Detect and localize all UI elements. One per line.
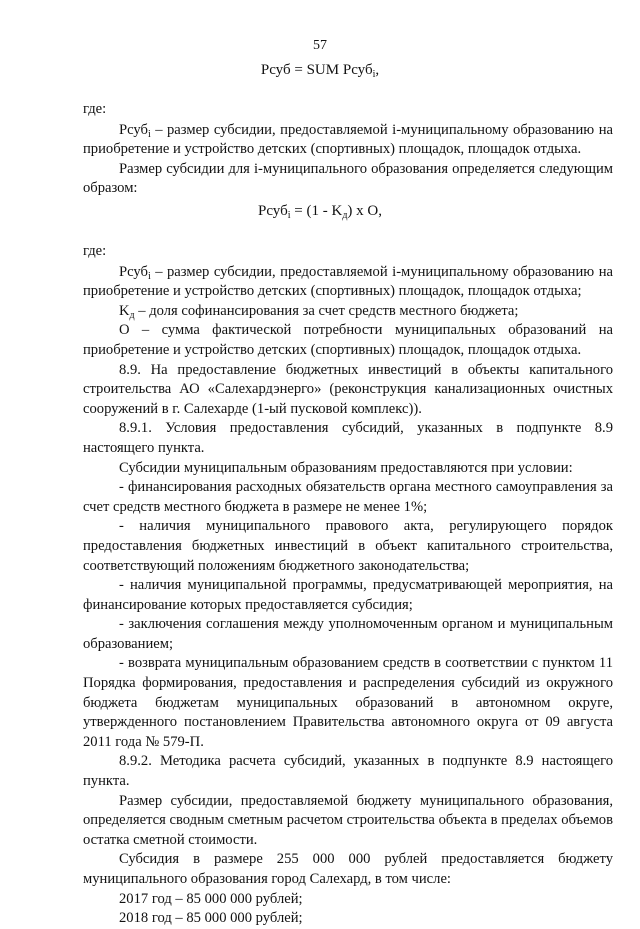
definition-text: – размер субсидии, предоставляемой i-муниципальному образованию на приобретение и устройство детских (спортивных) площадок, площадок отдыха. <box>83 121 613 158</box>
definition-actual-need: O – сумма фактической потребности муниципальных образований на приобретение и устройство детских (спортивных) площадок, площадок отдыха. <box>83 322 613 358</box>
formula-mid-subscript: д <box>342 210 348 221</box>
condition-item: - наличия муниципального правового акта, регулирующего порядок предоставления бюджетных инвестиций в объект капитального строительства, соответствующий положениям бюджетного законодательства; <box>83 518 613 574</box>
section-8-9-1-heading: 8.9.1. Условия предоставления субсидий, указанных в подпункте 8.9 настоящего пункта. <box>83 420 613 456</box>
definition-symbol: K <box>119 302 130 319</box>
condition-item: - наличия муниципальной программы, предусматривающей мероприятия, на финансирование которых предоставляется субсидия; <box>83 577 613 613</box>
paragraph-subsidy-size: Размер субсидии, предоставляемой бюджету муниципального образования, определяется сводным сметным расчетом строительства объекта в пределах объемов остатка сметной стоимости. <box>83 792 613 848</box>
section-8-9-2-heading: 8.9.2. Методика расчета субсидий, указанных в подпункте 8.9 настоящего пункта. <box>83 753 613 790</box>
formula-subsidy-i <box>0 203 640 220</box>
definition-text: – доля софинансирования за счет средств местного бюджета; <box>134 302 519 319</box>
year-amount-item: 2017 год – 85 000 000 рублей; <box>119 890 303 907</box>
where-label: где: <box>83 243 107 259</box>
definition-text: – размер субсидии, предоставляемой i-муниципальному образованию на приобретение и устройство детских (спортивных) площадок, площадок отдыха; <box>83 263 613 300</box>
condition-item: - финансирования расходных обязательств органа местного самоуправления за счет средств местного бюджета в размере не менее 1%; <box>83 479 613 515</box>
definition-subsidy-i <box>83 263 613 302</box>
formula-subscript: i <box>372 69 376 80</box>
paragraph-subsidy-amount: Субсидия в размере 255 000 000 рублей предоставляется бюджету муниципального образования город Салехард, в том числе: <box>83 851 613 887</box>
formula-mid: = (1 - K <box>290 203 343 219</box>
text-block-main <box>83 242 613 929</box>
where-label: где: <box>83 101 107 117</box>
section-8-9-heading: 8.9. На предоставление бюджетных инвестиций в объекты капитального строительства АО «Салехардэнерго» (реконструкция канализационных очистных сооружений в г. Салехарде (1-ый пусковой комплекс)). <box>83 361 613 417</box>
definition-symbol-subscript: i <box>147 270 151 282</box>
formula-rhs: = SUM Pсуб <box>290 62 373 78</box>
text-block-definitions-1 <box>83 100 613 199</box>
conditions-intro: Субсидии муниципальным образованиям предоставляются при условии: <box>119 459 573 476</box>
definition-subsidy-i <box>83 121 613 160</box>
page-number: 57 <box>313 38 327 53</box>
definition-symbol: Pсуб <box>119 263 148 280</box>
definition-symbol-subscript: д <box>129 309 135 321</box>
definition-cofinancing-share <box>83 302 613 322</box>
condition-item: - возврата муниципальным образованием средств в соответствии с пунктом 11 Порядка формирования, предоставления и распределения субсидий из окружного бюджета бюджетам муниципальных образований в автономном округе, утвержденного постановлением Правительства автономного округа от 09 августа 2011 года № 579-П. <box>83 655 613 750</box>
definition-symbol: Pсуб <box>119 121 148 138</box>
formula-tail: ) x O, <box>347 203 382 219</box>
formula-lhs-subscript: i <box>287 210 291 221</box>
paragraph-calculation-intro: Размер субсидии для i-муниципального образования определяется следующим образом: <box>83 160 613 197</box>
formula-tail: , <box>375 62 380 78</box>
definition-symbol-subscript: i <box>147 128 151 140</box>
year-amount-item: 2018 год – 85 000 000 рублей; <box>119 910 303 927</box>
condition-item: - заключения соглашения между уполномоченным органом и муниципальным образованием; <box>83 616 613 652</box>
formula-lhs: Pсуб <box>258 203 288 219</box>
formula-total-subsidy <box>0 62 640 79</box>
formula-lhs: Pсуб <box>260 62 291 78</box>
